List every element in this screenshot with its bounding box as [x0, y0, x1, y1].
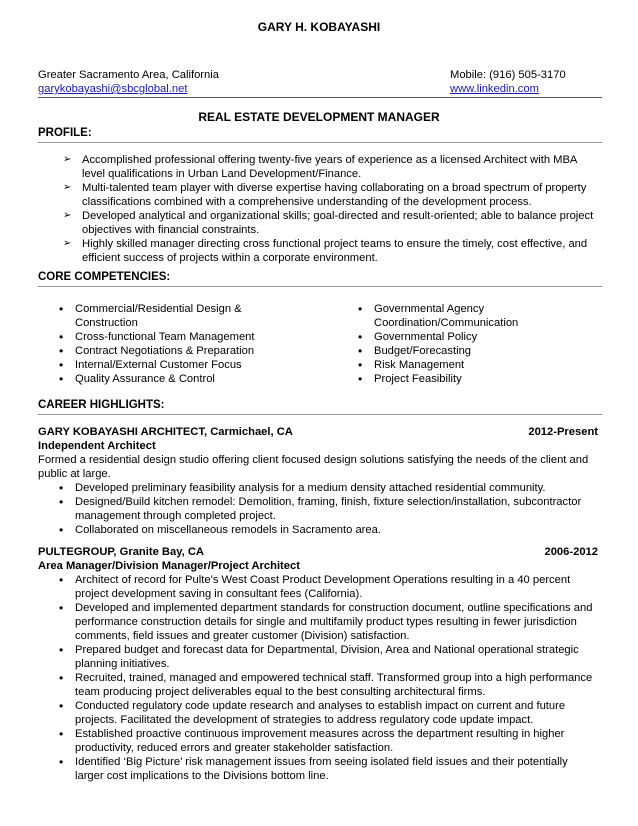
competency-item: • Governmental Policy	[358, 330, 478, 344]
profile-item: ➢ Highly skilled manager directing cross functional project teams to ensure the timely, cost effective, and efficient success of projects within a corporate environment.	[63, 238, 588, 264]
location-text: Greater Sacramento Area, California	[38, 69, 219, 81]
profile-item: ➢ Multi-talented team player with diverse expertise having collaborating on a broad spectrum of property classifications combined with a comprehensive understanding of the development process.	[63, 182, 587, 208]
job-bullet: • Identified ‘Big Picture’ risk management issues from seeing isolated field issues and their potentially larger cost implications to the Divisions bottom line.	[59, 755, 568, 782]
resume-title: REAL ESTATE DEVELOPMENT MANAGER	[198, 110, 440, 124]
job-bullet: • Prepared budget and forecast data for Departmental, Division, Area and National operational strategic planning initiatives.	[59, 643, 579, 670]
contact-line-2	[38, 82, 602, 96]
profile-item: ➢ Accomplished professional offering twenty-five years of experience as a licensed Architect with MBA level qualifications in Urban Land Development/Finance.	[63, 154, 577, 180]
job-bullet: • Recruited, trained, managed and empowered technical staff. Transformed group into a high performance team producing project deliverables equal to the best consulting architectural firms.	[59, 671, 593, 698]
competencies-divider	[38, 286, 602, 287]
bullet-dot-icon: •	[59, 643, 64, 657]
competency-item: • Cross-functional Team Management	[59, 330, 255, 344]
job-header	[38, 545, 598, 559]
bullet-dot-icon: •	[59, 523, 64, 537]
bullet-dot-icon: •	[59, 671, 64, 685]
job-summary: Formed a residential design studio offering client focused design solutions satisfying the needs of the client and public at large.	[38, 454, 589, 480]
job-bullet: • Architect of record for Pulte’s West Coast Product Development Operations resulting in a 40 percent project development saving in consultant fees (California).	[59, 573, 571, 600]
job-bullets	[38, 481, 598, 537]
competency-item: • Contract Negotiations & Preparation	[59, 344, 255, 358]
job-role: Independent Architect	[38, 440, 156, 452]
arrow-bullet-icon: ➢	[63, 182, 72, 193]
career-divider	[38, 414, 602, 415]
competency-item: • Budget/Forecasting	[358, 344, 472, 358]
competency-item: • Quality Assurance & Control	[59, 372, 215, 386]
job-bullet: • Designed/Build kitchen remodel: Demolition, framing, finish, fixture selection/installation, subcontractor management through completed project.	[59, 495, 582, 522]
competency-item: • Commercial/Residential Design & Construction	[59, 302, 242, 329]
bullet-dot-icon: •	[59, 573, 64, 587]
bullet-dot-icon: •	[59, 755, 64, 769]
arrow-bullet-icon: ➢	[63, 210, 72, 221]
bullet-dot-icon: •	[59, 344, 64, 358]
arrow-bullet-icon: ➢	[63, 154, 72, 165]
job-bullets	[38, 573, 598, 783]
bullet-dot-icon: •	[358, 344, 363, 358]
job-bullet: • Developed preliminary feasibility analysis for a medium density attached residential community.	[59, 481, 546, 495]
header-divider	[38, 97, 602, 98]
job-bullet: • Developed and implemented department standards for construction document, outline specifications and performance construction details for single and multifamily product types resulting in fewer jurisdiction comments, field issues and greater customer (Division) satisfaction.	[59, 601, 593, 642]
competency-item: • Project Feasibility	[358, 372, 462, 386]
job-company: GARY KOBAYASHI ARCHITECT, Carmichael, CA	[38, 426, 293, 438]
profile-list	[55, 153, 601, 265]
bullet-dot-icon: •	[59, 601, 64, 615]
competency-item: • Governmental Agency Coordination/Communication	[358, 302, 519, 329]
career-heading: CAREER HIGHLIGHTS:	[38, 399, 165, 411]
competencies-right-list	[337, 302, 577, 386]
linkedin-link[interactable]: www.linkedin.com	[450, 83, 539, 95]
bullet-dot-icon: •	[59, 358, 64, 372]
email-link[interactable]: garykobayashi@sbcglobal.net	[38, 83, 188, 95]
bullet-dot-icon: •	[59, 372, 64, 386]
profile-item: ➢ Developed analytical and organizational skills; goal-directed and result-oriented; able to balance project objectives with financial constraints.	[63, 210, 594, 236]
bullet-dot-icon: •	[59, 495, 64, 509]
mobile-text: Mobile: (916) 505-3170	[450, 69, 566, 81]
bullet-dot-icon: •	[59, 302, 64, 316]
competency-item: • Risk Management	[358, 358, 465, 372]
bullet-dot-icon: •	[358, 358, 363, 372]
profile-heading: PROFILE:	[38, 127, 92, 139]
arrow-bullet-icon: ➢	[63, 238, 72, 249]
job-dates: 2006-2012	[544, 546, 598, 558]
bullet-dot-icon: •	[358, 372, 363, 386]
job-bullet: • Conducted regulatory code update research and analyses to establish impact on current and future projects. Facilitated the development of strategies to address regulatory code update impact.	[59, 699, 566, 726]
resume-name: GARY H. KOBAYASHI	[257, 20, 381, 34]
job-bullet: • Established proactive continuous improvement measures across the department resulting in higher productivity, reduced errors and greater stakeholder satisfaction.	[59, 727, 565, 754]
bullet-dot-icon: •	[358, 330, 363, 344]
bullet-dot-icon: •	[358, 302, 363, 316]
competencies-heading: CORE COMPETENCIES:	[38, 271, 171, 283]
job-role: Area Manager/Division Manager/Project Architect	[38, 560, 300, 572]
contact-line-1	[38, 68, 602, 82]
bullet-dot-icon: •	[59, 699, 64, 713]
job-bullet: • Collaborated on miscellaneous remodels in Sacramento area.	[59, 523, 381, 537]
bullet-dot-icon: •	[59, 330, 64, 344]
competencies-left-list	[38, 302, 298, 386]
competency-item: • Internal/External Customer Focus	[59, 358, 242, 372]
job-dates: 2012-Present	[528, 426, 598, 438]
job-header	[38, 425, 598, 439]
profile-divider	[38, 142, 602, 143]
bullet-dot-icon: •	[59, 727, 64, 741]
job-company: PULTEGROUP, Granite Bay, CA	[38, 546, 204, 558]
bullet-dot-icon: •	[59, 481, 64, 495]
